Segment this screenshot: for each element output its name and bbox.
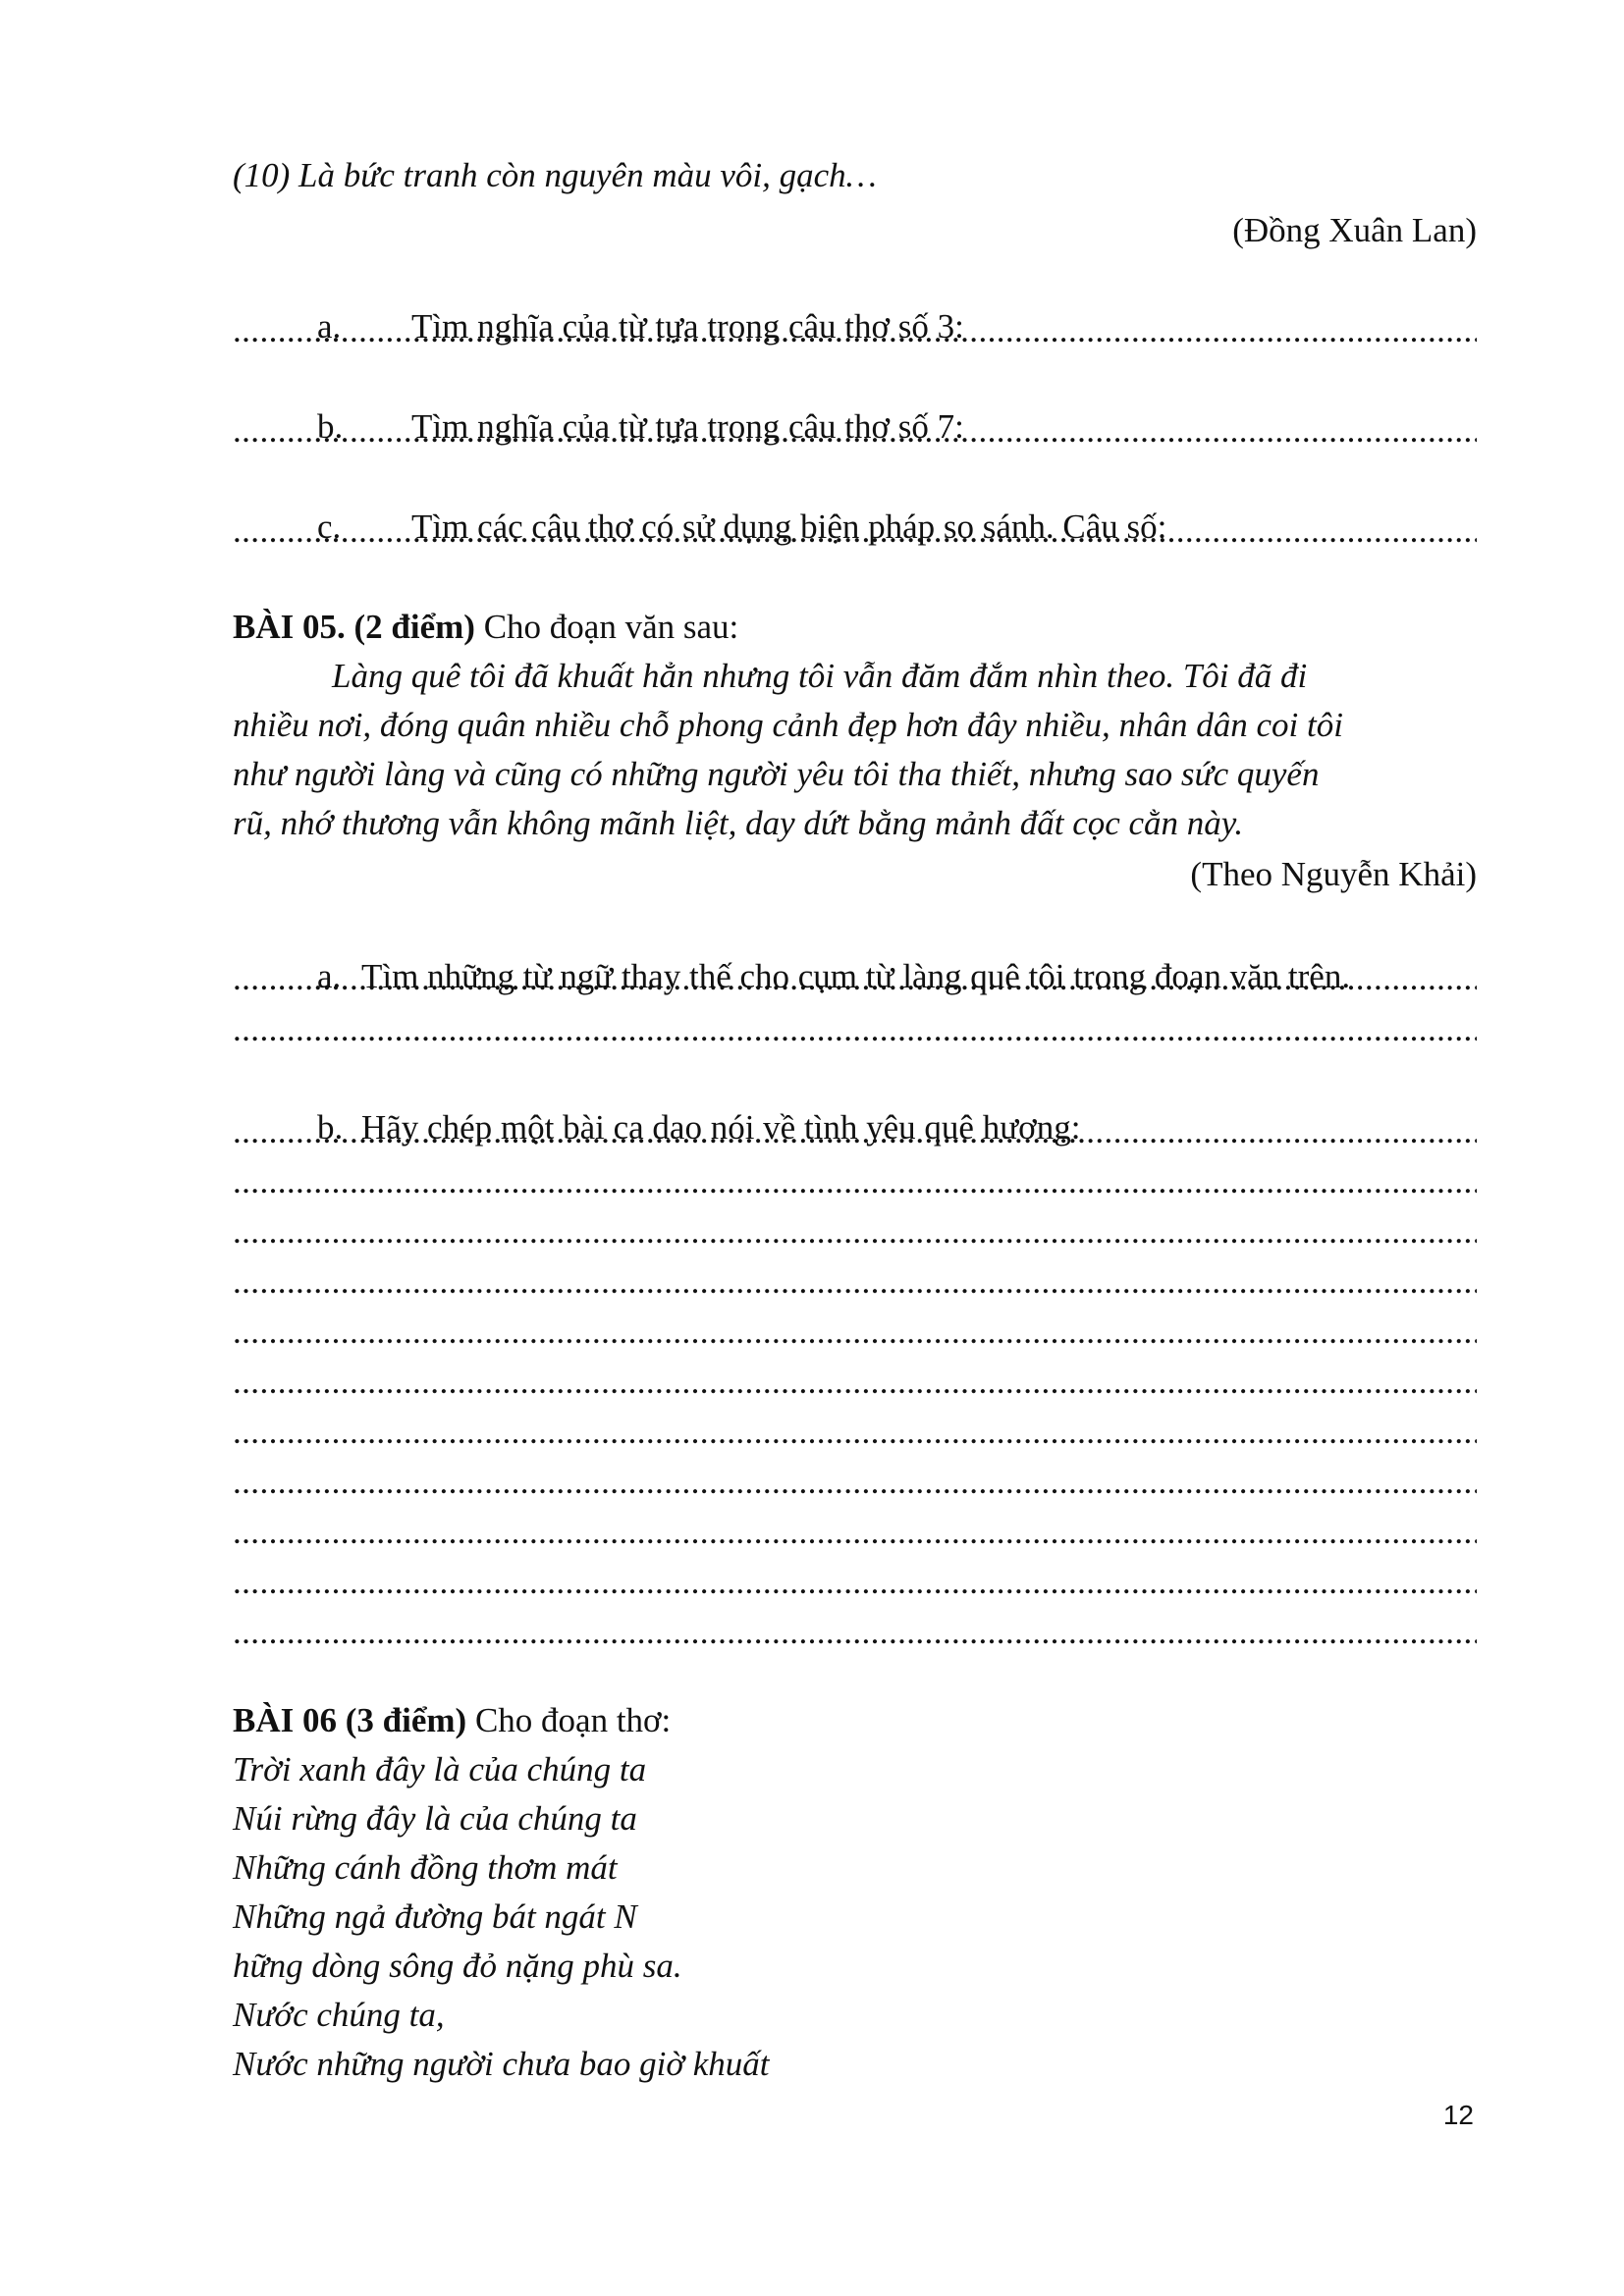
answer-line[interactable]: [233, 1308, 1477, 1357]
bai05-heading-line: [233, 603, 738, 652]
poem-line: Nước chúng ta,: [233, 1996, 445, 2034]
question-text: Tìm nghĩa của từ tựa trong câu thơ số 7:: [411, 407, 964, 446]
poem-line: Núi rừng đây là của chúng ta: [233, 1799, 637, 1838]
page-number: 12: [1442, 2100, 1474, 2130]
answer-line[interactable]: [233, 1458, 1477, 1507]
answer-line[interactable]: [233, 1558, 1477, 1607]
question-marker: b.: [317, 1108, 344, 1147]
passage-line: như người làng và cũng có những người yêu tôi tha thiết, nhưng sao sức quyến: [233, 755, 1320, 793]
question-marker: a.: [317, 307, 342, 346]
question-text: Tìm các câu thơ có sử dụng biện pháp so sánh. Câu số:: [411, 507, 1167, 546]
question-text: Hãy chép một bài ca dao nói về tình yêu quê hương:: [361, 1108, 1081, 1147]
bai05-intro: Cho đoạn văn sau:: [474, 608, 739, 646]
answer-line[interactable]: [233, 1207, 1477, 1256]
poem-line: Trời xanh đây là của chúng ta: [233, 1750, 647, 1789]
poem-line-10: (10) Là bức tranh còn nguyên màu vôi, gạch…: [233, 156, 877, 194]
bai05-heading: BÀI 05. (2 điểm): [233, 608, 475, 646]
answer-line[interactable]: [233, 1608, 1477, 1657]
answer-line[interactable]: [233, 306, 1477, 355]
passage-line: nhiều nơi, đóng quân nhiều chỗ phong cảnh đẹp hơn đây nhiều, nhân dân coi tôi: [233, 706, 1343, 744]
answer-line[interactable]: [233, 406, 1477, 455]
poem-line: Nước những người chưa bao giờ khuất: [233, 2045, 770, 2083]
poem-attribution: (Đồng Xuân Lan): [1232, 211, 1477, 249]
answer-line[interactable]: [233, 1358, 1477, 1407]
question-text: Tìm nghĩa của từ tựa trong câu thơ số 3:: [411, 307, 964, 346]
passage-line: Làng quê tôi đã khuất hẳn nhưng tôi vẫn đăm đắm nhìn theo. Tôi đã đi: [332, 657, 1308, 695]
answer-line[interactable]: [233, 1107, 1477, 1156]
question-marker: a.: [317, 957, 342, 995]
passage-attribution: (Theo Nguyễn Khải): [1190, 855, 1477, 893]
question-marker: c.: [317, 507, 342, 546]
bai06-heading: BÀI 06 (3 điểm): [233, 1701, 467, 1739]
answer-line[interactable]: [233, 1408, 1477, 1457]
answer-line[interactable]: [233, 1005, 1477, 1054]
question-text: Tìm những từ ngữ thay thế cho cụm từ làng quê tôi trong đoạn văn trên.: [361, 957, 1351, 995]
question-marker: b.: [317, 407, 344, 446]
answer-line[interactable]: [233, 1508, 1477, 1557]
answer-line[interactable]: [233, 1257, 1477, 1307]
poem-line: Những cánh đồng thơm mát: [233, 1848, 618, 1887]
answer-line[interactable]: [233, 507, 1477, 556]
poem-line: hững dòng sông đỏ nặng phù sa.: [233, 1947, 682, 1985]
passage-line: rũ, nhớ thương vẫn không mãnh liệt, day dứt bằng mảnh đất cọc cằn này.: [233, 804, 1244, 842]
poem-line: Những ngả đường bát ngát N: [233, 1897, 637, 1936]
bai06-intro: Cho đoạn thơ:: [466, 1701, 672, 1739]
answer-line[interactable]: [233, 954, 1477, 1003]
bai06-heading-line: [233, 1696, 671, 1745]
answer-line[interactable]: [233, 1157, 1477, 1206]
